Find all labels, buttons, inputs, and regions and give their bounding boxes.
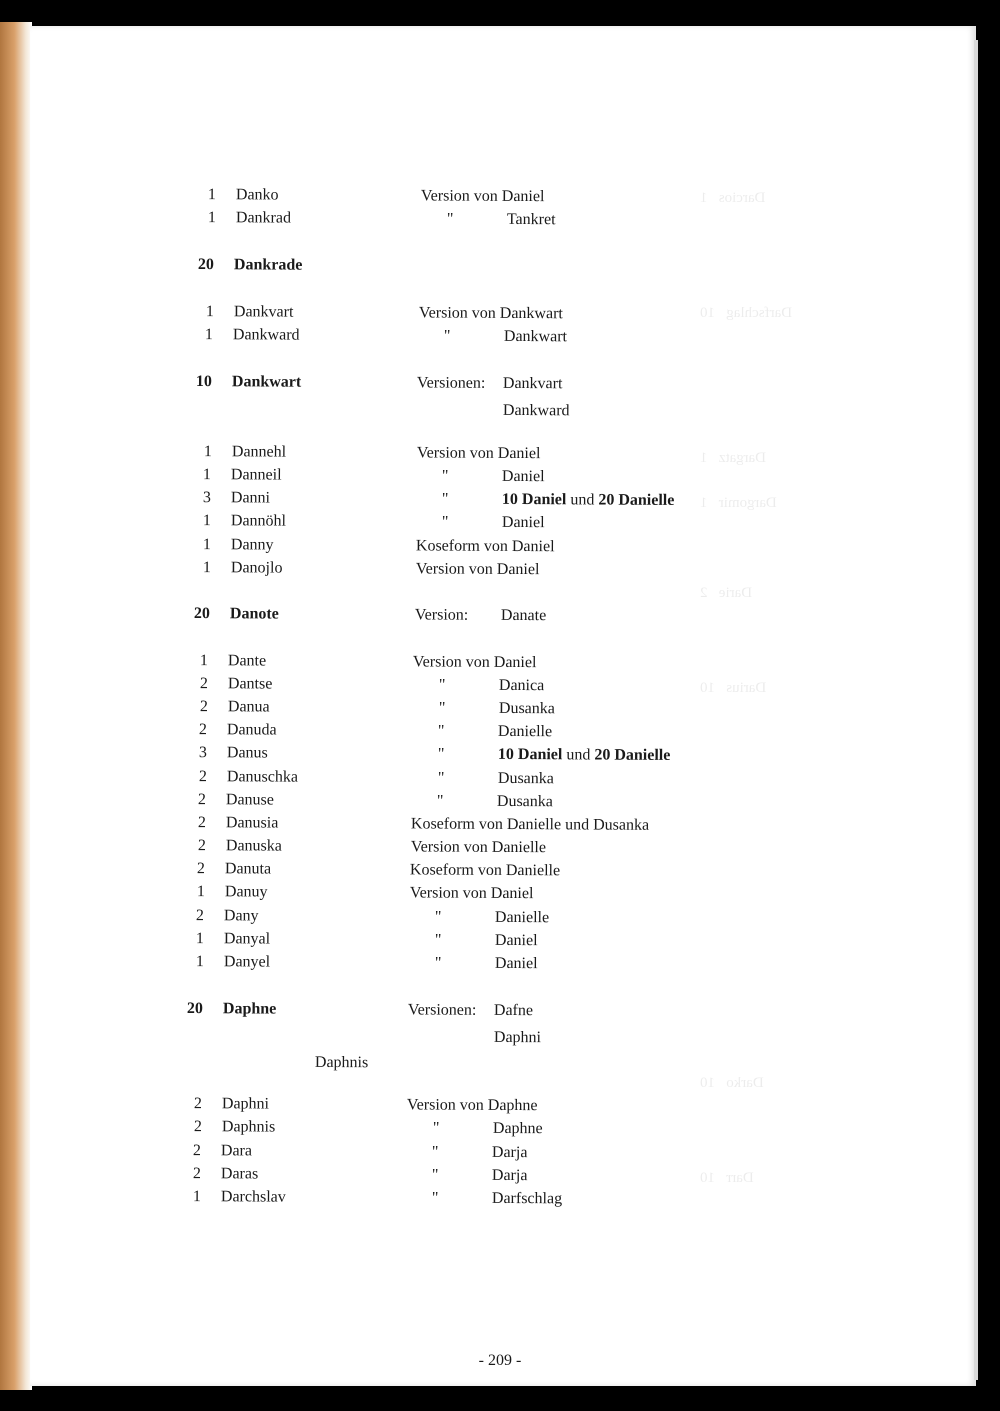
- definition-label: Version von Danielle: [410, 838, 547, 857]
- entry-count: 1: [202, 559, 211, 577]
- entry-count: 3: [202, 489, 211, 507]
- entry-name: Dankward: [232, 326, 300, 344]
- entry-count: 20: [197, 256, 214, 274]
- definition-label: Version von Daphne: [406, 1096, 538, 1115]
- definition-value: Daphnis: [314, 1053, 369, 1072]
- definition-label: Version von Daniel: [409, 884, 534, 903]
- entry-count: 1: [204, 326, 213, 344]
- entry-name: Danote: [229, 605, 279, 623]
- definition-value: Darja: [491, 1166, 528, 1185]
- entry-count: 1: [202, 466, 211, 484]
- entry-count: 2: [198, 721, 207, 739]
- definition-label: Version von Daniel: [415, 560, 540, 579]
- definition-connector: und: [562, 746, 595, 764]
- entry-definition: [409, 928, 538, 952]
- entry-name: Danko: [235, 186, 279, 204]
- entry-definition: [416, 534, 555, 558]
- entry-count: 1: [192, 1188, 201, 1206]
- entry-count: 2: [199, 698, 208, 716]
- entry-name: Dannehl: [231, 443, 287, 461]
- entry-count: 2: [197, 791, 206, 809]
- entry-name: Danuda: [226, 721, 277, 739]
- definition-value: Tankret: [506, 210, 556, 229]
- entry-definition: [406, 1163, 528, 1187]
- definition-label: [417, 414, 503, 415]
- entry-definition: [408, 998, 533, 1022]
- entry-name: Danuy: [224, 883, 268, 901]
- entry-count: 20: [193, 605, 210, 623]
- entry-definition: [421, 184, 545, 208]
- definition-label: Version von Daniel: [420, 187, 545, 206]
- entry-count: 3: [198, 744, 207, 762]
- entry-definition: [416, 510, 545, 534]
- entry-count: 1: [207, 209, 216, 227]
- entry-definition: [406, 1186, 562, 1210]
- entry-name: Danojlo: [230, 559, 283, 577]
- definition-label: [408, 1041, 494, 1042]
- entry-name: Danyel: [223, 953, 271, 971]
- entry-definition: [412, 742, 671, 767]
- definition-value: Daniel: [494, 931, 538, 950]
- entry-count: 1: [207, 186, 216, 204]
- entry-name: Daphni: [221, 1095, 270, 1113]
- entry-count: 10: [195, 373, 212, 391]
- definition-value: Daniel: [501, 467, 545, 486]
- definition-value: Danielle: [497, 722, 553, 741]
- entry-name: Danni: [230, 489, 271, 507]
- definition-value: 10 Daniel: [497, 745, 563, 764]
- definition-label: Version von Daniel: [412, 653, 537, 672]
- entry-count: 1: [203, 443, 212, 461]
- entry-name: Danuska: [225, 837, 282, 855]
- definition-label: ": [437, 745, 445, 763]
- entry-name: Dannöhl: [230, 512, 287, 530]
- entry-name: Dankwart: [231, 373, 302, 391]
- definition-label: ": [438, 699, 446, 717]
- entry-name: Dante: [227, 652, 267, 670]
- definition-label: ": [443, 327, 451, 345]
- definition-label: ": [441, 490, 449, 508]
- entry-name: Danus: [226, 744, 268, 762]
- entry-definition: [417, 441, 541, 465]
- entry-name: Danny: [230, 536, 274, 554]
- entry-name: Danusia: [225, 814, 279, 832]
- definition-label: ": [441, 513, 449, 531]
- entry-definition: [416, 487, 675, 512]
- entry-name: Danuschka: [226, 768, 299, 786]
- entry-definition: [421, 207, 556, 231]
- page-number: - 209 -: [478, 1352, 522, 1369]
- definition-label: Version von Dankwart: [418, 304, 563, 323]
- entry-definition: [418, 324, 567, 348]
- definition-value: Dankvart: [502, 374, 563, 393]
- definition-value: 20 Danielle: [594, 746, 671, 764]
- entry-definition: [416, 464, 545, 488]
- definition-label: Koseform von Daniel: [415, 537, 555, 556]
- entry-definition: [413, 650, 537, 674]
- entry-name: Dara: [220, 1142, 253, 1160]
- entry-count: 1: [199, 652, 208, 670]
- entry-name: Dankvart: [233, 303, 294, 321]
- definition-label: Versionen:: [416, 374, 486, 392]
- definition-label: ": [432, 1119, 440, 1137]
- page-edge: [974, 40, 978, 1380]
- definition-value: Dankwart: [503, 327, 568, 346]
- definition-value: Dusanka: [496, 792, 553, 811]
- definition-value: Danate: [500, 606, 547, 625]
- entry-count: 2: [197, 837, 206, 855]
- entry-definition: [416, 557, 540, 581]
- definition-label: ": [431, 1166, 439, 1184]
- entry-definition: [413, 696, 555, 720]
- definition-label: ": [446, 210, 454, 228]
- entry-name: Danuse: [225, 791, 274, 809]
- definition-label: ": [436, 792, 444, 810]
- entry-count: 1: [202, 536, 211, 554]
- entry-name: Daras: [220, 1165, 259, 1183]
- entry-count: 1: [195, 953, 204, 971]
- definition-value: Dankward: [502, 401, 570, 420]
- entry-definition: [406, 1140, 528, 1164]
- entry-definition: [419, 301, 563, 325]
- definition-value: Daniel: [494, 954, 538, 973]
- entry-definition: [410, 881, 534, 905]
- entry-definition: [411, 812, 649, 836]
- entry-definition: [410, 858, 560, 882]
- definition-value: Daphne: [492, 1119, 543, 1138]
- entry-name: Dany: [223, 907, 259, 925]
- definition-label: Koseform von Danielle: [409, 861, 561, 880]
- entry-count: 20: [186, 1000, 203, 1018]
- definition-label: Koseform von Danielle und Dusanka: [410, 815, 650, 834]
- entry-count: 1: [195, 930, 204, 948]
- entry-definition: [412, 766, 554, 790]
- entry-count: 2: [196, 860, 205, 878]
- entry-count: 1: [202, 512, 211, 530]
- entry-definition: [409, 951, 538, 975]
- entry-name: Daphne: [222, 1000, 277, 1018]
- definition-value: Daniel: [501, 513, 545, 532]
- entry-count: 2: [193, 1095, 202, 1113]
- entry-definition: [407, 1116, 543, 1140]
- definition-value: Danica: [498, 676, 545, 695]
- definition-value: Danielle: [494, 908, 550, 927]
- entry-count: 2: [193, 1118, 202, 1136]
- definition-label: ": [434, 954, 442, 972]
- entry-count: 2: [198, 768, 207, 786]
- definition-value: Dafne: [493, 1001, 534, 1020]
- definition-label: Versionen:: [407, 1001, 477, 1019]
- entry-definition: [413, 673, 544, 697]
- entry-count: 2: [195, 907, 204, 925]
- definition-label: ": [438, 676, 446, 694]
- definition-value: Darja: [491, 1143, 528, 1162]
- definition-value: 10 Daniel: [501, 490, 567, 509]
- definition-value: Daphni: [493, 1028, 542, 1047]
- entry-name: Danua: [227, 698, 270, 716]
- entry-name: Darchslav: [220, 1188, 286, 1206]
- definition-label: ": [437, 722, 445, 740]
- entry-definition: [229, 1050, 368, 1074]
- entry-name: Daphnis: [221, 1118, 276, 1136]
- definition-label: ": [431, 1143, 439, 1161]
- entry-definition: [417, 398, 570, 422]
- definition-connector: und: [566, 491, 599, 509]
- definition-label: ": [434, 908, 442, 926]
- entry-name: Danuta: [224, 860, 272, 878]
- entry-count: 1: [196, 883, 205, 901]
- definition-label: ": [434, 931, 442, 949]
- entry-name: Dantse: [227, 675, 273, 693]
- entry-name: Danneil: [230, 466, 282, 484]
- entry-name: Dankrade: [233, 256, 303, 274]
- entry-count: 2: [199, 675, 208, 693]
- entry-definition: [412, 719, 552, 743]
- entry-definition: [415, 603, 546, 627]
- entry-definition: [408, 1025, 541, 1049]
- entry-definition: [411, 835, 546, 859]
- entry-definition: [411, 789, 553, 813]
- entry-name: Dankrad: [235, 209, 292, 227]
- definition-value: Darfschlag: [491, 1189, 563, 1208]
- entry-count: 2: [192, 1142, 201, 1160]
- definition-value: 20 Danielle: [598, 491, 675, 509]
- definition-value: Dusanka: [498, 699, 555, 718]
- entry-definition: [409, 905, 549, 929]
- book-spine: [0, 22, 32, 1390]
- entry-count: 1: [205, 303, 214, 321]
- definition-label: Version von Daniel: [416, 444, 541, 463]
- definition-label: ": [441, 467, 449, 485]
- entry-count: 2: [197, 814, 206, 832]
- entry-count: 2: [192, 1165, 201, 1183]
- definition-label: [229, 1066, 315, 1067]
- entry-definition: [407, 1093, 538, 1117]
- definition-label: ": [431, 1189, 439, 1207]
- entry-definition: [417, 371, 563, 395]
- definition-value: Dusanka: [497, 769, 554, 788]
- entry-name: Danyal: [223, 930, 271, 948]
- definition-label: Version:: [414, 606, 469, 624]
- definition-label: ": [437, 769, 445, 787]
